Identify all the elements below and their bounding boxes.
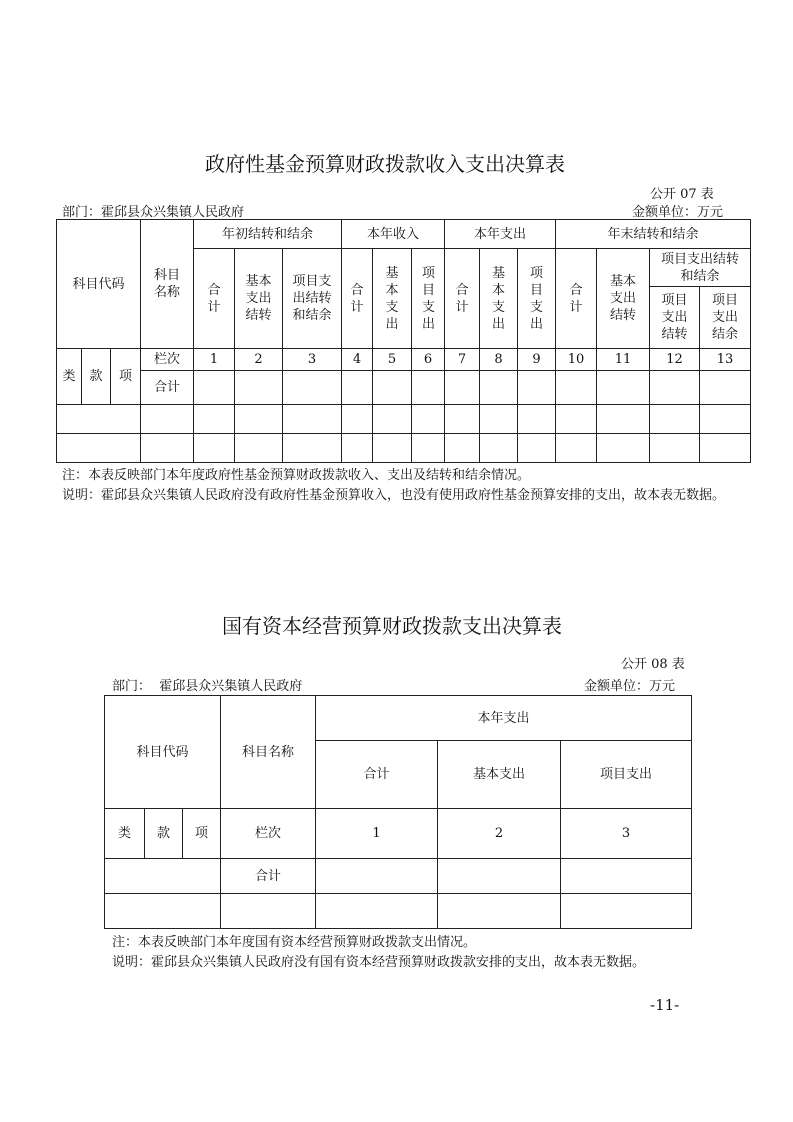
col-proj-carry: 项目支出结转和结余 (283, 249, 342, 349)
heji: 合计 (221, 859, 316, 894)
col-proj: 项目支出 (518, 249, 556, 349)
col-num: 11 (597, 349, 650, 371)
table1-dept: 部门：霍邱县众兴集镇人民政府 (62, 205, 245, 220)
col-proj-group: 项目支出结转和结余 (650, 249, 751, 287)
col-num: 12 (650, 349, 700, 371)
table1-explain: 说明：霍邱县众兴集镇人民政府没有政府性基金预算收入，也没有使用政府性基金预算安排的支出，故本表无数据。 (62, 488, 726, 503)
table1-note: 注：本表反映部门本年度政府性基金预算财政拨款收入、支出及结转和结余情况。 (62, 468, 531, 483)
col-num: 1 (194, 349, 235, 371)
header-code: 科目代码 (57, 220, 141, 349)
col-total: 合计 (316, 741, 438, 809)
xiang: 项 (111, 349, 141, 405)
page-number: -11- (650, 996, 680, 1014)
col-num: 5 (373, 349, 412, 371)
col-proj: 项目支出 (412, 249, 445, 349)
lanci: 栏次 (141, 349, 194, 371)
xiang: 项 (183, 809, 221, 859)
table2-title: 国有资本经营预算财政拨款支出决算表 (222, 614, 562, 638)
col-num: 13 (700, 349, 751, 371)
col-num: 3 (561, 809, 692, 859)
group-begin: 年初结转和结余 (194, 220, 342, 249)
table2-dept: 部门： 霍邱县众兴集镇人民政府 (112, 679, 303, 694)
table1-code: 公开 07 表 (650, 187, 714, 202)
table1-title: 政府性基金预算财政拨款收入支出决算表 (205, 152, 565, 176)
table2-unit: 金额单位：万元 (584, 679, 676, 694)
table2-code: 公开 08 表 (621, 657, 685, 672)
col-basic: 基本支出 (373, 249, 412, 349)
group-end: 年末结转和结余 (556, 220, 751, 249)
group-expense: 本年支出 (316, 696, 692, 741)
header-code: 科目代码 (105, 696, 221, 809)
table1 (56, 219, 751, 463)
total-row (105, 859, 692, 894)
col-proj-carry: 项目支出结转 (650, 287, 700, 349)
col-basic: 基本支出 (438, 741, 561, 809)
kuan: 款 (145, 809, 183, 859)
total-row (57, 371, 751, 405)
kuan: 款 (82, 349, 111, 405)
col-num: 4 (342, 349, 373, 371)
col-proj: 项目支出 (561, 741, 692, 809)
table1-unit: 金额单位：万元 (632, 205, 724, 220)
col-num: 6 (412, 349, 445, 371)
header-name: 科目名称 (141, 220, 194, 349)
col-basic-carry: 基本支出结转 (235, 249, 283, 349)
col-num: 9 (518, 349, 556, 371)
col-proj-remain: 项目支出结余 (700, 287, 751, 349)
table-row (57, 434, 751, 463)
lei: 类 (57, 349, 82, 405)
table-row (105, 894, 692, 929)
lei: 类 (105, 809, 145, 859)
col-num: 2 (235, 349, 283, 371)
lanci: 栏次 (221, 809, 316, 859)
col-num: 3 (283, 349, 342, 371)
col-num: 7 (445, 349, 480, 371)
col-total: 合计 (445, 249, 480, 349)
col-num: 8 (480, 349, 518, 371)
col-total: 合计 (342, 249, 373, 349)
col-basic-carry: 基本支出结转 (597, 249, 650, 349)
header-name: 科目名称 (221, 696, 316, 809)
col-num: 1 (316, 809, 438, 859)
table2-note: 注：本表反映部门本年度国有资本经营预算财政拨款支出情况。 (112, 935, 477, 950)
table2 (104, 695, 692, 929)
group-expense: 本年支出 (445, 220, 556, 249)
col-num: 2 (438, 809, 561, 859)
col-num: 10 (556, 349, 597, 371)
col-basic: 基本支出 (480, 249, 518, 349)
table-row (57, 405, 751, 434)
table2-explain: 说明：霍邱县众兴集镇人民政府没有国有资本经营预算财政拨款安排的支出，故本表无数据。 (112, 955, 646, 970)
group-income: 本年收入 (342, 220, 445, 249)
heji: 合计 (141, 371, 194, 405)
col-total: 合计 (194, 249, 235, 349)
col-total: 合计 (556, 249, 597, 349)
